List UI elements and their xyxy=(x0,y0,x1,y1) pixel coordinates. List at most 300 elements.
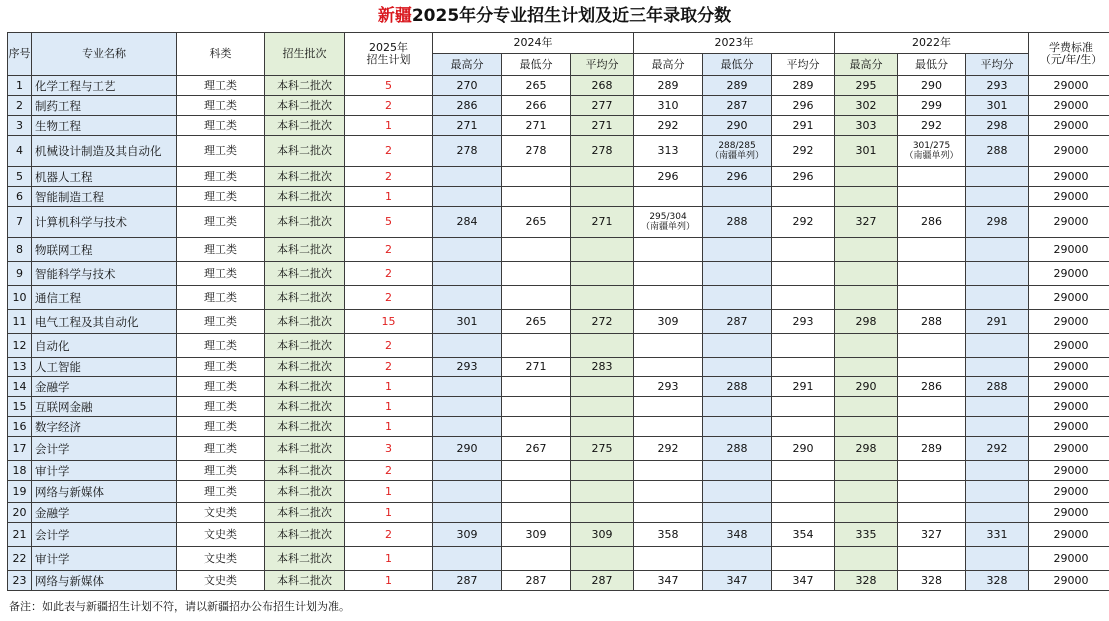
row-number: 8 xyxy=(8,238,32,262)
footnote: 备注：如此表与新疆招生计划不符，请以新疆招办公布招生计划为准。 xyxy=(9,600,350,613)
plan-count: 2 xyxy=(345,334,433,358)
major-name: 互联网金融 xyxy=(32,397,177,417)
subject-type: 理工类 xyxy=(177,437,265,461)
y2022-avg-score: 331 xyxy=(966,523,1029,547)
y2024-avg-score xyxy=(571,481,634,503)
y2024-min-score xyxy=(502,503,571,523)
y2024-max-score xyxy=(433,238,502,262)
row-number: 21 xyxy=(8,523,32,547)
y2022-avg-score xyxy=(966,417,1029,437)
header-plan-line2: 招生计划 xyxy=(366,53,411,66)
major-name: 化学工程与工艺 xyxy=(32,76,177,96)
header-avg: 平均分 xyxy=(772,54,835,76)
y2024-max-score xyxy=(433,187,502,207)
y2024-min-score: 271 xyxy=(502,358,571,377)
y2024-max-score xyxy=(433,286,502,310)
score-value: 288/285 xyxy=(718,141,756,151)
y2022-avg-score xyxy=(966,547,1029,571)
y2022-max-score xyxy=(835,547,898,571)
y2023-max-score xyxy=(634,286,703,310)
tuition-fee: 29000 xyxy=(1029,286,1109,310)
tuition-fee: 29000 xyxy=(1029,187,1109,207)
subject-type: 理工类 xyxy=(177,262,265,286)
y2022-avg-score xyxy=(966,334,1029,358)
tuition-fee: 29000 xyxy=(1029,481,1109,503)
row-number: 17 xyxy=(8,437,32,461)
y2022-min-score xyxy=(898,187,966,207)
y2024-min-score xyxy=(502,547,571,571)
row-number: 20 xyxy=(8,503,32,523)
header-max: 最高分 xyxy=(634,54,703,76)
y2024-avg-score: 309 xyxy=(571,523,634,547)
plan-count: 1 xyxy=(345,547,433,571)
plan-count: 2 xyxy=(345,461,433,481)
header-avg: 平均分 xyxy=(571,54,634,76)
y2022-avg-score: 301 xyxy=(966,96,1029,116)
y2024-min-score: 265 xyxy=(502,310,571,334)
y2023-max-score: 292 xyxy=(634,437,703,461)
y2023-min-score xyxy=(703,334,772,358)
y2024-min-score xyxy=(502,262,571,286)
y2024-max-score xyxy=(433,397,502,417)
y2023-min-score: 289 xyxy=(703,76,772,96)
y2022-min-score xyxy=(898,286,966,310)
table-row xyxy=(8,358,1109,377)
y2022-max-score xyxy=(835,461,898,481)
y2022-min-score: 288 xyxy=(898,310,966,334)
major-name: 审计学 xyxy=(32,461,177,481)
major-name: 网络与新媒体 xyxy=(32,481,177,503)
y2022-avg-score: 288 xyxy=(966,377,1029,397)
row-number: 19 xyxy=(8,481,32,503)
subject-type: 理工类 xyxy=(177,238,265,262)
y2023-min-score xyxy=(703,136,772,167)
y2023-max-score: 347 xyxy=(634,571,703,591)
title-region: 新疆 xyxy=(377,6,412,26)
plan-count: 15 xyxy=(345,310,433,334)
y2022-min-score: 286 xyxy=(898,207,966,238)
row-number: 15 xyxy=(8,397,32,417)
subject-type: 文史类 xyxy=(177,523,265,547)
admission-batch: 本科二批次 xyxy=(265,377,345,397)
tuition-fee: 29000 xyxy=(1029,377,1109,397)
y2022-max-score xyxy=(835,262,898,286)
y2024-avg-score: 283 xyxy=(571,358,634,377)
y2023-min-score xyxy=(703,187,772,207)
table-row xyxy=(8,397,1109,417)
major-name: 审计学 xyxy=(32,547,177,571)
plan-count: 2 xyxy=(345,262,433,286)
y2023-min-score xyxy=(703,547,772,571)
subject-type: 理工类 xyxy=(177,481,265,503)
header-min: 最低分 xyxy=(898,54,966,76)
y2023-avg-score xyxy=(772,187,835,207)
y2022-min-score xyxy=(898,397,966,417)
table-row xyxy=(8,116,1109,136)
row-number: 4 xyxy=(8,136,32,167)
y2024-avg-score: 268 xyxy=(571,76,634,96)
admission-batch: 本科二批次 xyxy=(265,397,345,417)
major-name: 智能科学与技术 xyxy=(32,262,177,286)
plan-count: 2 xyxy=(345,96,433,116)
admission-batch: 本科二批次 xyxy=(265,571,345,591)
tuition-fee: 29000 xyxy=(1029,116,1109,136)
tuition-fee: 29000 xyxy=(1029,523,1109,547)
y2024-avg-score: 272 xyxy=(571,310,634,334)
table-row xyxy=(8,547,1109,571)
y2023-max-score: 292 xyxy=(634,116,703,136)
major-name: 计算机科学与技术 xyxy=(32,207,177,238)
y2023-min-score: 287 xyxy=(703,96,772,116)
y2022-avg-score: 293 xyxy=(966,76,1029,96)
major-name: 数字经济 xyxy=(32,417,177,437)
y2023-max-score xyxy=(634,417,703,437)
plan-count: 2 xyxy=(345,238,433,262)
y2023-max-score: 296 xyxy=(634,167,703,187)
plan-count: 2 xyxy=(345,136,433,167)
y2023-avg-score xyxy=(772,358,835,377)
major-name: 生物工程 xyxy=(32,116,177,136)
header-min: 最低分 xyxy=(703,54,772,76)
table-row xyxy=(8,571,1109,591)
y2024-min-score xyxy=(502,167,571,187)
y2022-min-score xyxy=(898,136,966,167)
y2022-max-score: 290 xyxy=(835,377,898,397)
y2023-max-score xyxy=(634,207,703,238)
subject-type: 理工类 xyxy=(177,334,265,358)
y2024-min-score xyxy=(502,334,571,358)
plan-count: 5 xyxy=(345,207,433,238)
header-fee-line1: 学费标准 xyxy=(1049,41,1094,54)
admission-batch: 本科二批次 xyxy=(265,238,345,262)
y2023-avg-score: 296 xyxy=(772,167,835,187)
y2023-min-score: 296 xyxy=(703,167,772,187)
subject-type: 理工类 xyxy=(177,461,265,481)
row-number: 16 xyxy=(8,417,32,437)
tuition-fee: 29000 xyxy=(1029,358,1109,377)
plan-count: 2 xyxy=(345,167,433,187)
y2024-avg-score: 275 xyxy=(571,437,634,461)
y2022-min-score: 292 xyxy=(898,116,966,136)
subject-type: 理工类 xyxy=(177,96,265,116)
title-text: 2025年分专业招生计划及近三年录取分数 xyxy=(411,6,732,26)
table-row xyxy=(8,286,1109,310)
subject-type: 理工类 xyxy=(177,377,265,397)
y2023-min-score: 288 xyxy=(703,207,772,238)
admission-batch: 本科二批次 xyxy=(265,187,345,207)
tuition-fee: 29000 xyxy=(1029,547,1109,571)
row-number: 2 xyxy=(8,96,32,116)
y2022-avg-score xyxy=(966,397,1029,417)
row-number: 22 xyxy=(8,547,32,571)
y2022-max-score xyxy=(835,167,898,187)
tuition-fee: 29000 xyxy=(1029,461,1109,481)
y2022-avg-score xyxy=(966,358,1029,377)
tuition-fee: 29000 xyxy=(1029,503,1109,523)
y2023-max-score xyxy=(634,262,703,286)
y2022-max-score xyxy=(835,286,898,310)
y2023-avg-score: 289 xyxy=(772,76,835,96)
y2024-min-score: 265 xyxy=(502,207,571,238)
y2022-avg-score xyxy=(966,187,1029,207)
y2024-min-score xyxy=(502,286,571,310)
table-row xyxy=(8,523,1109,547)
y2022-avg-score xyxy=(966,503,1029,523)
y2024-min-score: 266 xyxy=(502,96,571,116)
y2023-min-score: 287 xyxy=(703,310,772,334)
row-number: 23 xyxy=(8,571,32,591)
table-row xyxy=(8,310,1109,334)
subject-type: 理工类 xyxy=(177,187,265,207)
header-fee-line2: （元/年/生） xyxy=(1039,53,1103,66)
admission-batch: 本科二批次 xyxy=(265,461,345,481)
y2022-max-score: 327 xyxy=(835,207,898,238)
y2023-avg-score: 290 xyxy=(772,437,835,461)
y2022-min-score xyxy=(898,334,966,358)
y2023-min-score xyxy=(703,503,772,523)
header-batch: 招生批次 xyxy=(265,33,345,76)
y2024-min-score xyxy=(502,238,571,262)
admission-batch: 本科二批次 xyxy=(265,262,345,286)
y2024-avg-score: 277 xyxy=(571,96,634,116)
subject-type: 理工类 xyxy=(177,207,265,238)
admission-batch: 本科二批次 xyxy=(265,167,345,187)
y2023-avg-score xyxy=(772,481,835,503)
header-subject: 科类 xyxy=(177,33,265,76)
y2022-max-score xyxy=(835,358,898,377)
y2022-avg-score xyxy=(966,262,1029,286)
y2024-min-score xyxy=(502,461,571,481)
y2024-avg-score xyxy=(571,334,634,358)
y2024-max-score xyxy=(433,481,502,503)
y2022-min-score xyxy=(898,417,966,437)
y2022-max-score: 295 xyxy=(835,76,898,96)
subject-type: 理工类 xyxy=(177,76,265,96)
table-row xyxy=(8,207,1109,238)
y2022-max-score xyxy=(835,417,898,437)
y2022-min-score xyxy=(898,481,966,503)
subject-type: 理工类 xyxy=(177,310,265,334)
y2022-max-score: 298 xyxy=(835,310,898,334)
admission-batch: 本科二批次 xyxy=(265,523,345,547)
y2022-min-score xyxy=(898,167,966,187)
y2022-max-score xyxy=(835,397,898,417)
tuition-fee: 29000 xyxy=(1029,207,1109,238)
y2024-max-score: 290 xyxy=(433,437,502,461)
score-value: 301/275 xyxy=(912,141,951,151)
y2023-max-score xyxy=(634,503,703,523)
y2022-min-score xyxy=(898,547,966,571)
y2024-avg-score xyxy=(571,503,634,523)
y2024-min-score: 265 xyxy=(502,76,571,96)
admission-batch: 本科二批次 xyxy=(265,334,345,358)
subject-type: 理工类 xyxy=(177,358,265,377)
y2023-max-score xyxy=(634,461,703,481)
y2023-avg-score: 292 xyxy=(772,136,835,167)
table-row xyxy=(8,238,1109,262)
subject-type: 理工类 xyxy=(177,167,265,187)
major-name: 自动化 xyxy=(32,334,177,358)
y2024-max-score: 293 xyxy=(433,358,502,377)
y2024-max-score xyxy=(433,262,502,286)
table-row xyxy=(8,481,1109,503)
header-seq: 序号 xyxy=(8,33,32,76)
major-name: 会计学 xyxy=(32,523,177,547)
y2024-min-score: 309 xyxy=(502,523,571,547)
y2023-avg-score xyxy=(772,334,835,358)
header-max: 最高分 xyxy=(835,54,898,76)
y2024-avg-score xyxy=(571,377,634,397)
admission-batch: 本科二批次 xyxy=(265,547,345,571)
table-row xyxy=(8,136,1109,167)
header-min: 最低分 xyxy=(502,54,571,76)
major-name: 会计学 xyxy=(32,437,177,461)
plan-count: 1 xyxy=(345,116,433,136)
y2024-avg-score xyxy=(571,461,634,481)
plan-count: 1 xyxy=(345,417,433,437)
y2024-max-score: 301 xyxy=(433,310,502,334)
y2023-min-score: 288 xyxy=(703,377,772,397)
tuition-fee: 29000 xyxy=(1029,238,1109,262)
y2024-avg-score: 271 xyxy=(571,207,634,238)
y2022-max-score xyxy=(835,187,898,207)
y2022-min-score: 327 xyxy=(898,523,966,547)
y2024-avg-score xyxy=(571,238,634,262)
major-name: 智能制造工程 xyxy=(32,187,177,207)
y2024-min-score: 271 xyxy=(502,116,571,136)
table-row xyxy=(8,76,1109,96)
y2023-avg-score xyxy=(772,417,835,437)
table-row xyxy=(8,377,1109,397)
y2024-avg-score xyxy=(571,286,634,310)
y2024-avg-score: 278 xyxy=(571,136,634,167)
y2022-avg-score: 291 xyxy=(966,310,1029,334)
row-number: 9 xyxy=(8,262,32,286)
tuition-fee: 29000 xyxy=(1029,334,1109,358)
y2024-avg-score: 271 xyxy=(571,116,634,136)
row-number: 1 xyxy=(8,76,32,96)
y2023-avg-score xyxy=(772,286,835,310)
major-name: 金融学 xyxy=(32,377,177,397)
row-number: 3 xyxy=(8,116,32,136)
plan-count: 1 xyxy=(345,377,433,397)
y2024-avg-score: 287 xyxy=(571,571,634,591)
table-row xyxy=(8,96,1109,116)
y2023-min-score xyxy=(703,461,772,481)
y2024-max-score xyxy=(433,503,502,523)
subject-type: 理工类 xyxy=(177,397,265,417)
y2024-max-score xyxy=(433,461,502,481)
y2023-max-score xyxy=(634,547,703,571)
y2023-max-score xyxy=(634,238,703,262)
score-note: （南疆单列） xyxy=(710,151,765,161)
y2023-avg-score xyxy=(772,397,835,417)
row-number: 6 xyxy=(8,187,32,207)
y2023-min-score xyxy=(703,262,772,286)
y2024-max-score xyxy=(433,167,502,187)
header-avg: 平均分 xyxy=(966,54,1029,76)
table-row xyxy=(8,187,1109,207)
y2023-max-score xyxy=(634,334,703,358)
header-max: 最高分 xyxy=(433,54,502,76)
y2024-max-score: 286 xyxy=(433,96,502,116)
subject-type: 文史类 xyxy=(177,571,265,591)
y2024-avg-score xyxy=(571,262,634,286)
row-number: 13 xyxy=(8,358,32,377)
table-row xyxy=(8,262,1109,286)
subject-type: 理工类 xyxy=(177,136,265,167)
y2023-min-score xyxy=(703,286,772,310)
y2024-min-score: 267 xyxy=(502,437,571,461)
y2022-avg-score: 288 xyxy=(966,136,1029,167)
y2023-min-score xyxy=(703,358,772,377)
y2023-min-score xyxy=(703,417,772,437)
subject-type: 文史类 xyxy=(177,547,265,571)
admission-batch: 本科二批次 xyxy=(265,207,345,238)
admission-batch: 本科二批次 xyxy=(265,116,345,136)
tuition-fee: 29000 xyxy=(1029,96,1109,116)
admission-batch: 本科二批次 xyxy=(265,437,345,461)
y2022-max-score: 298 xyxy=(835,437,898,461)
tuition-fee: 29000 xyxy=(1029,76,1109,96)
y2023-avg-score: 292 xyxy=(772,207,835,238)
y2022-max-score: 301 xyxy=(835,136,898,167)
y2023-avg-score: 354 xyxy=(772,523,835,547)
tuition-fee: 29000 xyxy=(1029,417,1109,437)
y2024-avg-score xyxy=(571,167,634,187)
admission-batch: 本科二批次 xyxy=(265,96,345,116)
y2023-max-score xyxy=(634,358,703,377)
major-name: 机械设计制造及其自动化 xyxy=(32,136,177,167)
major-name: 人工智能 xyxy=(32,358,177,377)
y2024-min-score: 287 xyxy=(502,571,571,591)
tuition-fee: 29000 xyxy=(1029,167,1109,187)
y2022-max-score: 335 xyxy=(835,523,898,547)
y2024-max-score: 271 xyxy=(433,116,502,136)
y2022-min-score: 289 xyxy=(898,437,966,461)
tuition-fee: 29000 xyxy=(1029,571,1109,591)
major-name: 物联网工程 xyxy=(32,238,177,262)
y2023-min-score: 288 xyxy=(703,437,772,461)
y2023-max-score: 289 xyxy=(634,76,703,96)
plan-count: 2 xyxy=(345,358,433,377)
y2024-max-score: 278 xyxy=(433,136,502,167)
y2022-max-score xyxy=(835,503,898,523)
table-row xyxy=(8,461,1109,481)
y2022-max-score: 303 xyxy=(835,116,898,136)
row-number: 10 xyxy=(8,286,32,310)
subject-type: 文史类 xyxy=(177,503,265,523)
y2024-max-score xyxy=(433,547,502,571)
y2022-avg-score xyxy=(966,481,1029,503)
admission-batch: 本科二批次 xyxy=(265,481,345,503)
y2023-avg-score: 293 xyxy=(772,310,835,334)
y2022-avg-score: 328 xyxy=(966,571,1029,591)
y2024-min-score xyxy=(502,377,571,397)
y2023-avg-score xyxy=(772,238,835,262)
y2022-min-score xyxy=(898,238,966,262)
y2022-min-score xyxy=(898,461,966,481)
admission-batch: 本科二批次 xyxy=(265,136,345,167)
y2024-avg-score xyxy=(571,547,634,571)
y2022-avg-score xyxy=(966,238,1029,262)
y2022-min-score: 299 xyxy=(898,96,966,116)
y2023-avg-score xyxy=(772,503,835,523)
score-note: （南疆单列） xyxy=(904,151,959,161)
row-number: 14 xyxy=(8,377,32,397)
y2022-min-score xyxy=(898,358,966,377)
y2022-avg-score: 292 xyxy=(966,437,1029,461)
